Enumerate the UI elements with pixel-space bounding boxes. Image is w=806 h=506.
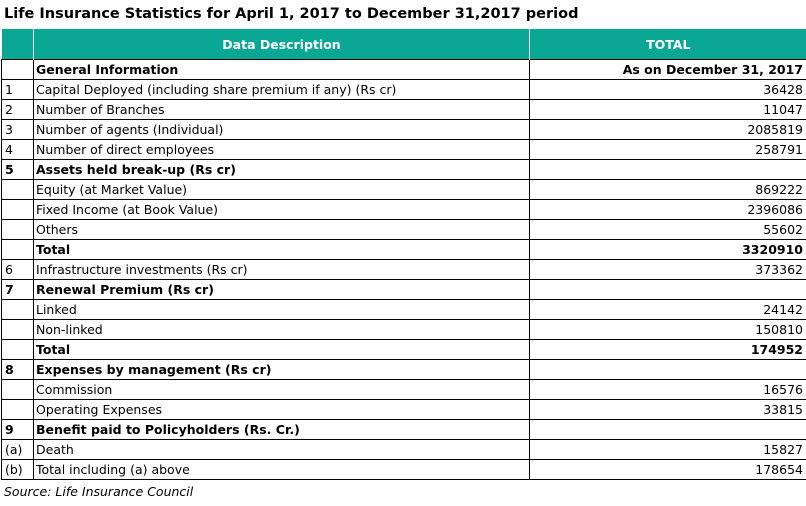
row-value: 24142 bbox=[530, 300, 806, 320]
row-number: 9 bbox=[2, 420, 34, 440]
row-value: 15827 bbox=[530, 440, 806, 460]
row-label: Linked bbox=[34, 300, 530, 320]
row-number: 4 bbox=[2, 140, 34, 160]
row-value: 373362 bbox=[530, 260, 806, 280]
row-value: 2396086 bbox=[530, 200, 806, 220]
row-label: Renewal Premium (Rs cr) bbox=[34, 280, 530, 300]
row-label: Death bbox=[34, 440, 530, 460]
table-row bbox=[2, 180, 806, 200]
table-row bbox=[2, 380, 806, 400]
row-number: 8 bbox=[2, 360, 34, 380]
table-row bbox=[2, 440, 806, 460]
row-number: 1 bbox=[2, 80, 34, 100]
table-row bbox=[2, 460, 806, 480]
row-value: 178654 bbox=[530, 460, 806, 480]
row-label: Others bbox=[34, 220, 530, 240]
row-value: 55602 bbox=[530, 220, 806, 240]
table-row bbox=[2, 60, 806, 80]
table-row bbox=[2, 420, 806, 440]
row-number: 6 bbox=[2, 260, 34, 280]
row-number: 5 bbox=[2, 160, 34, 180]
row-value: 869222 bbox=[530, 180, 806, 200]
row-value: 33815 bbox=[530, 400, 806, 420]
table-row bbox=[2, 140, 806, 160]
row-number: (a) bbox=[2, 440, 34, 460]
row-value bbox=[530, 360, 806, 380]
row-label: Assets held break-up (Rs cr) bbox=[34, 160, 530, 180]
row-label: Benefit paid to Policyholders (Rs. Cr.) bbox=[34, 420, 530, 440]
row-value: 174952 bbox=[530, 340, 806, 360]
row-label: Expenses by management (Rs cr) bbox=[34, 360, 530, 380]
row-label: Operating Expenses bbox=[34, 400, 530, 420]
row-number: 7 bbox=[2, 280, 34, 300]
table-row bbox=[2, 280, 806, 300]
header-description: Data Description bbox=[34, 29, 530, 60]
row-label: Equity (at Market Value) bbox=[34, 180, 530, 200]
row-number bbox=[2, 300, 34, 320]
row-number bbox=[2, 220, 34, 240]
source-note: Source: Life Insurance Council bbox=[4, 484, 194, 499]
row-label: Fixed Income (at Book Value) bbox=[34, 200, 530, 220]
row-number bbox=[2, 320, 34, 340]
table-row bbox=[2, 260, 806, 280]
row-number: (b) bbox=[2, 460, 34, 480]
table-row bbox=[2, 400, 806, 420]
row-value bbox=[530, 280, 806, 300]
row-label: Number of Branches bbox=[34, 100, 530, 120]
row-value: 11047 bbox=[530, 100, 806, 120]
row-label: Non-linked bbox=[34, 320, 530, 340]
table-row bbox=[2, 120, 806, 140]
table-row bbox=[2, 360, 806, 380]
row-value: 36428 bbox=[530, 80, 806, 100]
header-total: TOTAL bbox=[530, 29, 806, 60]
table-row bbox=[2, 100, 806, 120]
row-label: General Information bbox=[34, 60, 530, 80]
table-row bbox=[2, 240, 806, 260]
row-value bbox=[530, 160, 806, 180]
page-title: Life Insurance Statistics for April 1, 2017 to December 31,2017 period bbox=[4, 6, 579, 22]
row-number bbox=[2, 380, 34, 400]
row-label: Infrastructure investments (Rs cr) bbox=[34, 260, 530, 280]
row-label: Number of direct employees bbox=[34, 140, 530, 160]
table-header-row bbox=[2, 29, 806, 60]
table-row bbox=[2, 320, 806, 340]
row-value: As on December 31, 2017 bbox=[530, 60, 806, 80]
row-number bbox=[2, 400, 34, 420]
table-row bbox=[2, 80, 806, 100]
row-value bbox=[530, 420, 806, 440]
header-number bbox=[2, 29, 34, 60]
table-row bbox=[2, 220, 806, 240]
row-label: Total bbox=[34, 240, 530, 260]
table-body bbox=[2, 60, 806, 480]
row-value: 3320910 bbox=[530, 240, 806, 260]
row-number bbox=[2, 60, 34, 80]
table-row bbox=[2, 200, 806, 220]
row-value: 16576 bbox=[530, 380, 806, 400]
table-row bbox=[2, 160, 806, 180]
row-number: 2 bbox=[2, 100, 34, 120]
table-row bbox=[2, 300, 806, 320]
row-label: Total including (a) above bbox=[34, 460, 530, 480]
table-row bbox=[2, 340, 806, 360]
row-label: Total bbox=[34, 340, 530, 360]
row-number: 3 bbox=[2, 120, 34, 140]
row-value: 2085819 bbox=[530, 120, 806, 140]
row-label: Capital Deployed (including share premium if any) (Rs cr) bbox=[34, 80, 530, 100]
row-label: Number of agents (Individual) bbox=[34, 120, 530, 140]
row-number bbox=[2, 200, 34, 220]
row-number bbox=[2, 340, 34, 360]
row-number bbox=[2, 180, 34, 200]
row-label: Commission bbox=[34, 380, 530, 400]
statistics-table bbox=[1, 29, 806, 480]
row-number bbox=[2, 240, 34, 260]
row-value: 258791 bbox=[530, 140, 806, 160]
row-value: 150810 bbox=[530, 320, 806, 340]
